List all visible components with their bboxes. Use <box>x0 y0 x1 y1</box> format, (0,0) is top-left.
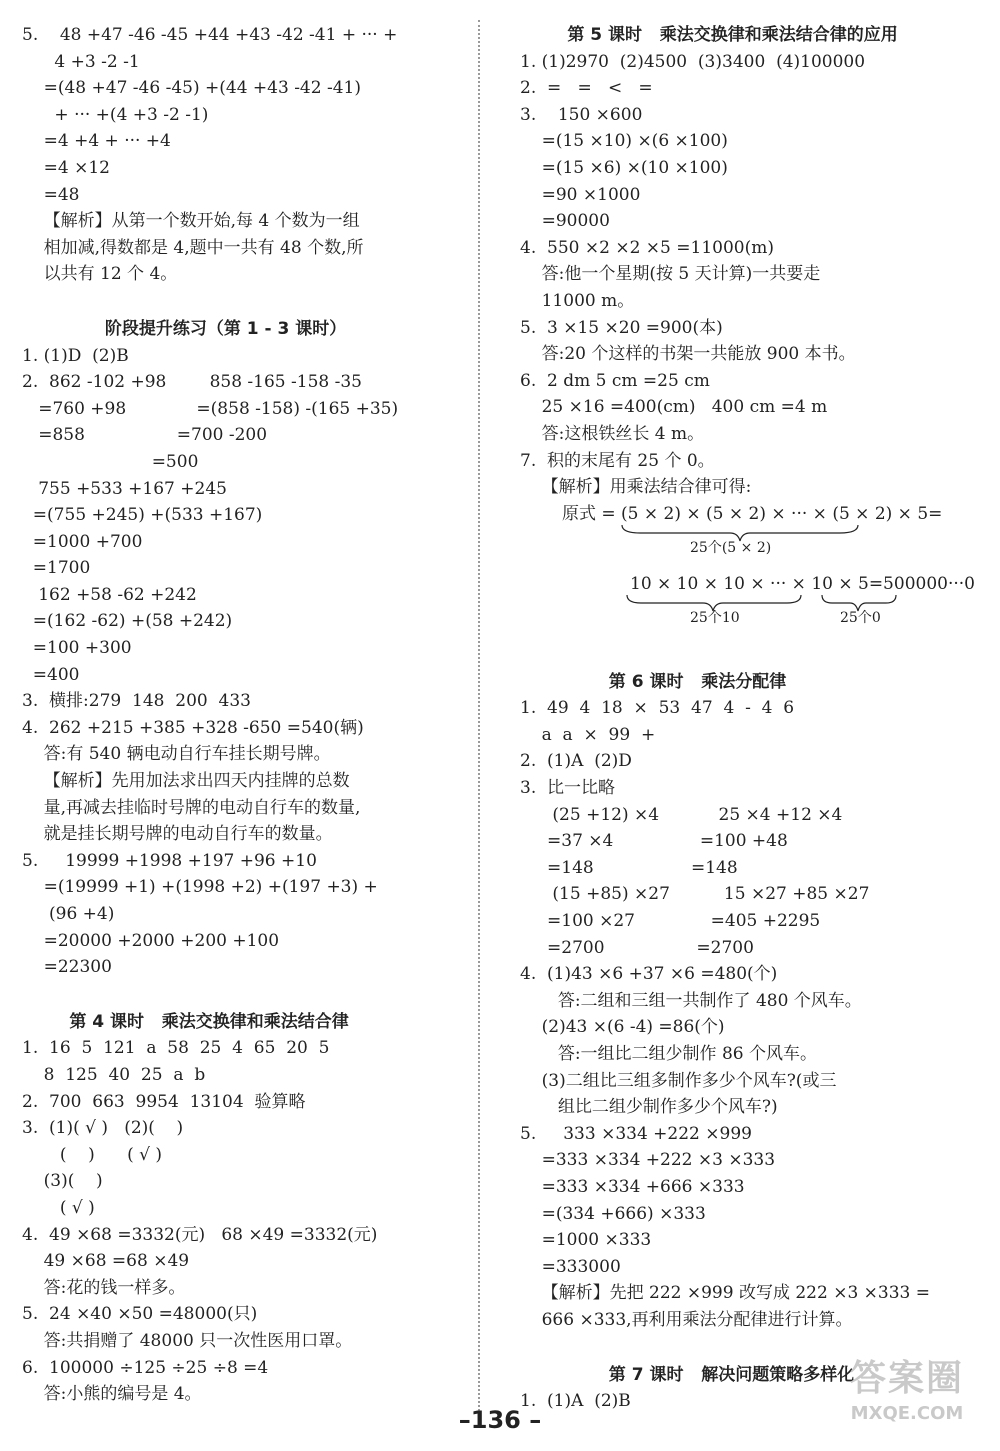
text-line: =(48 +47 -46 -45) +(44 +43 -42 -41) <box>22 78 361 99</box>
text-line: =2700 =2700 <box>520 937 754 958</box>
text-line: =333000 <box>520 1256 621 1277</box>
formula-text-2: 10 × 10 × 10 × ··· × 10 × 5=500000···0 <box>630 573 975 594</box>
text-line: 答:这根铁丝长 4 m。 <box>520 423 705 444</box>
text-line: 6. 2 dm 5 cm =25 cm <box>520 370 710 391</box>
text-line: 5. 48 +47 -46 -45 +44 +43 -42 -41 + ··· + <box>22 25 398 45</box>
text-line: 666 ×333,再利用乘法分配律进行计算。 <box>520 1309 853 1330</box>
text-line <box>22 981 470 1009</box>
text-line: =1000 +700 <box>22 531 143 552</box>
text-line: 49 ×68 =68 ×49 <box>22 1251 190 1272</box>
text-line: =1000 ×333 <box>520 1230 652 1251</box>
watermark-url: MXQE.COM <box>850 1403 964 1424</box>
text-line: 答:他一个星期(按 5 天计算)一共要走 <box>520 264 821 285</box>
text-line: 2. (1)A (2)D <box>520 751 632 772</box>
text-line: 答:有 540 辆电动自行车挂长期号牌。 <box>22 744 331 765</box>
text-line: =90 ×1000 <box>520 184 641 205</box>
text-line: =(162 -62) +(58 +242) <box>22 611 233 632</box>
text-line: + ··· +(4 +3 -2 -1) <box>22 104 209 125</box>
text-line: 第 4 课时 乘法交换律和乘法结合律 <box>22 1011 349 1032</box>
text-line: 25 ×16 =400(cm) 400 cm =4 m <box>520 397 828 418</box>
text-line: =4 +4 + ··· +4 <box>22 131 171 152</box>
text-line: =(15 ×6) ×(10 ×100) <box>520 157 728 178</box>
text-line: 答:二组和三组一共制作了 480 个风车。 <box>520 990 862 1011</box>
formula-text-1: 原式 = (5 × 2) × (5 × 2) × ··· × (5 × 2) × 5= <box>562 503 943 524</box>
text-line: 组比二组少制作多少个风车?) <box>520 1097 778 1118</box>
right-column <box>520 22 980 1415</box>
text-line: =500 <box>22 451 199 472</box>
text-line: 第 6 课时 乘法分配律 <box>520 671 787 692</box>
column-divider <box>478 20 480 1415</box>
text-line: =20000 +2000 +200 +100 <box>22 930 280 951</box>
left-column <box>22 22 470 1408</box>
text-line: =22300 <box>22 957 112 978</box>
text-line: (96 +4) <box>22 904 115 924</box>
text-line: 4. 262 +215 +385 +328 -650 =540(辆) <box>22 717 364 738</box>
text-line: 1. 49 4 18 × 53 47 4 - 4 6 <box>520 698 795 719</box>
text-line: 3. 横排:279 148 200 433 <box>22 691 251 712</box>
text-line: 1. 16 5 121 a 58 25 4 65 20 5 <box>22 1038 330 1059</box>
text-line: 755 +533 +167 +245 <box>22 478 227 499</box>
text-line: 11000 m。 <box>520 290 635 311</box>
text-line: (15 +85) ×27 15 ×27 +85 ×27 <box>520 884 870 905</box>
text-line: a a × 99 + <box>520 724 656 745</box>
text-line: 答:共捐赠了 48000 只一次性医用口罩。 <box>22 1330 353 1351</box>
text-line: 答:一组比二组少制作 86 个风车。 <box>520 1044 817 1064</box>
formula-line-1 <box>520 501 980 571</box>
text-line: =(334 +666) ×333 <box>520 1203 706 1224</box>
text-line: 答:花的钱一样多。 <box>22 1277 186 1298</box>
text-line: =100 +300 <box>22 638 132 659</box>
text-line: ( ) ( √ ) <box>22 1144 163 1165</box>
text-line: 1. (1)D (2)B <box>22 345 129 366</box>
text-line: =37 ×4 =100 +48 <box>520 831 788 852</box>
text-line: 2. 862 -102 +98 858 -165 -158 -35 <box>22 372 362 393</box>
text-line: 5. 19999 +1998 +197 +96 +10 <box>22 850 317 871</box>
text-line: 3. 比一比略 <box>520 778 616 799</box>
text-line: 【解析】先把 222 ×999 改写成 222 ×3 ×333 = <box>520 1283 931 1304</box>
text-line: 5. 24 ×40 ×50 =48000(只) <box>22 1304 258 1325</box>
text-line: 相加减,得数都是 4,题中一共有 48 个数,所 <box>22 237 364 258</box>
text-line <box>520 641 980 669</box>
text-line: 1. (1)2970 (2)4500 (3)3400 (4)100000 <box>520 51 866 72</box>
text-line: (25 +12) ×4 25 ×4 +12 ×4 <box>520 804 843 825</box>
watermark <box>832 1350 982 1440</box>
formula-line-2 <box>520 571 980 641</box>
text-line: 以共有 12 个 4。 <box>22 264 178 285</box>
text-line: =333 ×334 +666 ×333 <box>520 1176 745 1197</box>
text-line: 答:20 个这样的书架一共能放 900 本书。 <box>520 344 856 365</box>
brace-2b-label: 25个0 <box>840 609 881 626</box>
text-line: 4. 49 ×68 =3332(元) 68 ×49 =3332(元) <box>22 1224 378 1245</box>
text-line: =(19999 +1) +(1998 +2) +(197 +3) + <box>22 877 378 898</box>
text-line: 3. 150 ×600 <box>520 104 643 125</box>
text-line: 2. = = < = <box>520 78 653 99</box>
page-number: –136 – <box>458 1406 542 1434</box>
watermark-logo: 答案圈 <box>849 1358 964 1399</box>
text-line: =333 ×334 +222 ×3 ×333 <box>520 1150 776 1171</box>
text-line: =148 =148 <box>520 857 738 878</box>
text-line: =90000 <box>520 211 610 232</box>
text-line: (3)二组比三组多制作多少个风车?(或三 <box>520 1070 837 1091</box>
brace-1-label: 25个(5 × 2) <box>690 539 772 556</box>
text-line: =4 ×12 <box>22 157 110 178</box>
text-line <box>22 288 470 316</box>
text-line: 1. (1)A (2)B <box>520 1391 631 1412</box>
text-line: 【解析】用乘法结合律可得: <box>520 477 752 498</box>
text-line: ( √ ) <box>22 1197 95 1218</box>
text-line: =48 <box>22 184 80 205</box>
text-line: 4. (1)43 ×6 +37 ×6 =480(个) <box>520 964 778 985</box>
text-line: 4. 550 ×2 ×2 ×5 =11000(m) <box>520 237 774 258</box>
text-line: 5. 333 ×334 +222 ×999 <box>520 1123 752 1144</box>
text-line: 阶段提升练习（第 1 - 3 课时） <box>22 318 347 339</box>
text-line: 量,再减去挂临时号牌的电动自行车的数量, <box>22 797 361 818</box>
text-line: 就是挂长期号牌的电动自行车的数量。 <box>22 824 333 845</box>
text-line: 6. 100000 ÷125 ÷25 ÷8 =4 <box>22 1357 269 1378</box>
text-line: =(755 +245) +(533 +167) <box>22 505 263 526</box>
text-line: 第 5 课时 乘法交换律和乘法结合律的应用 <box>520 25 898 45</box>
text-line: 2. 700 663 9954 13104 验算略 <box>22 1091 306 1112</box>
text-line: 答:小熊的编号是 4。 <box>22 1384 202 1405</box>
text-line: 第 7 课时 解决问题策略多样化 <box>520 1364 855 1385</box>
text-line: =858 =700 -200 <box>22 425 268 446</box>
text-line: (3)( ) <box>22 1171 103 1192</box>
brace-2a-label: 25个10 <box>690 609 740 626</box>
text-line: =400 <box>22 664 80 685</box>
text-line: (2)43 ×(6 -4) =86(个) <box>520 1017 725 1038</box>
text-line: 5. 3 ×15 ×20 =900(本) <box>520 317 723 338</box>
text-line: =(15 ×10) ×(6 ×100) <box>520 131 728 152</box>
text-line: =100 ×27 =405 +2295 <box>520 911 821 932</box>
text-line: 【解析】从第一个数开始,每 4 个数为一组 <box>22 211 360 232</box>
text-line: 162 +58 -62 +242 <box>22 584 197 605</box>
text-line: =760 +98 =(858 -158) -(165 +35) <box>22 398 399 419</box>
text-line: 3. (1)( √ ) (2)( ) <box>22 1118 184 1139</box>
text-line: 7. 积的末尾有 25 个 0。 <box>520 450 715 471</box>
text-line: 8 125 40 25 a b <box>22 1064 206 1085</box>
text-line: 4 +3 -2 -1 <box>22 51 140 72</box>
text-line: =1700 <box>22 558 91 579</box>
text-line: 【解析】先用加法求出四天内挂牌的总数 <box>22 771 350 792</box>
